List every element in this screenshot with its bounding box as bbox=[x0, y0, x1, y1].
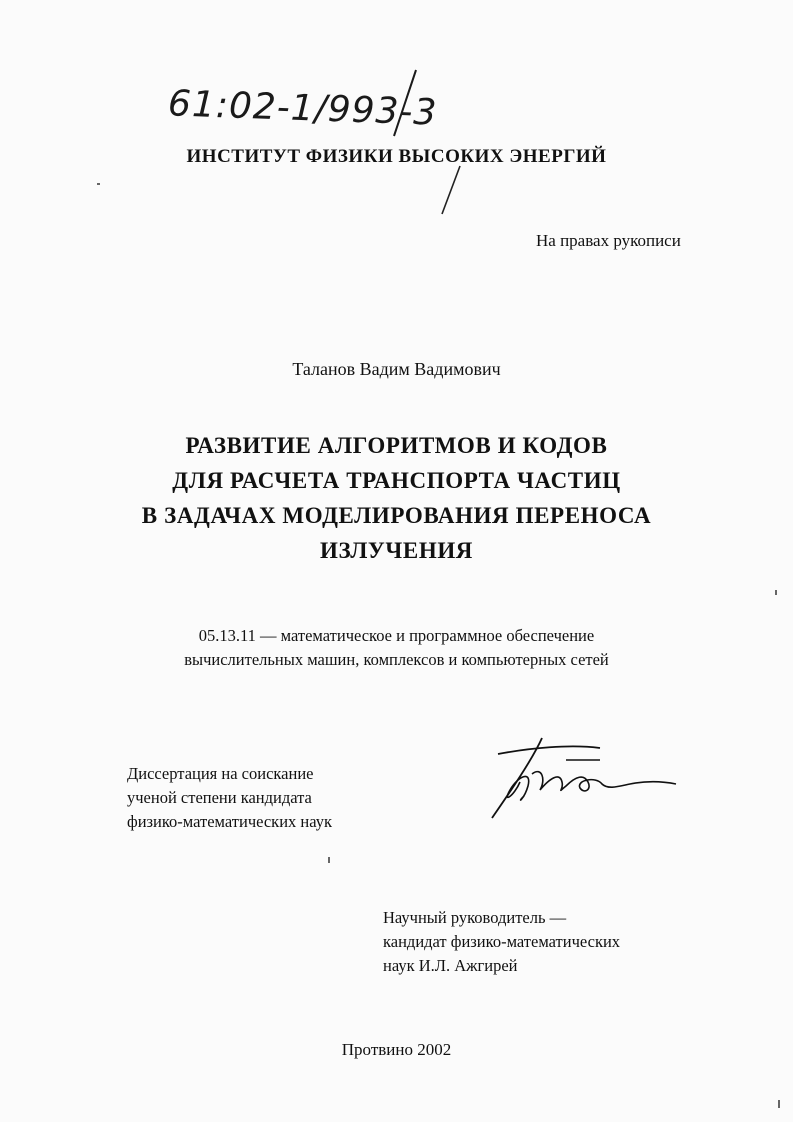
advisor-line: наук И.Л. Ажгирей bbox=[383, 956, 518, 975]
scan-speck bbox=[778, 1100, 780, 1108]
handwritten-archive-code: 61:02-1/993-3 bbox=[167, 83, 439, 134]
degree-line: физико-математических наук bbox=[127, 812, 332, 831]
title-line: ДЛЯ РАСЧЕТА ТРАНСПОРТА ЧАСТИЦ bbox=[172, 468, 621, 493]
rights-note: На правах рукописи bbox=[536, 231, 681, 250]
advisor-line: кандидат физико-математических bbox=[383, 932, 621, 951]
author-name: Таланов Вадим Вадимович bbox=[292, 359, 501, 379]
advisor-line: Научный руководитель — bbox=[383, 908, 567, 927]
title-line: ИЗЛУЧЕНИЯ bbox=[319, 538, 474, 563]
handwritten-signature bbox=[480, 730, 690, 830]
specialty-line: вычислительных машин, комплексов и компьютерных сетей bbox=[184, 650, 609, 669]
specialty-line: 05.13.11 — математическое и программное обеспечение bbox=[198, 626, 595, 645]
title-line: В ЗАДАЧАХ МОДЕЛИРОВАНИЯ ПЕРЕНОСА bbox=[141, 503, 652, 528]
scientific-advisor bbox=[383, 906, 620, 978]
degree-line: Диссертация на соискание bbox=[127, 764, 314, 783]
place-and-year: Протвино 2002 bbox=[341, 1040, 452, 1059]
dissertation-title bbox=[0, 428, 793, 568]
degree-statement bbox=[127, 762, 332, 834]
scan-speck bbox=[328, 857, 330, 863]
title-line: РАЗВИТИЕ АЛГОРИТМОВ И КОДОВ bbox=[185, 433, 608, 458]
degree-line: ученой степени кандидата bbox=[127, 788, 312, 807]
pen-stroke-marks bbox=[380, 66, 470, 216]
scan-speck bbox=[775, 590, 777, 595]
specialty-code bbox=[0, 624, 793, 672]
scan-speck bbox=[97, 183, 100, 185]
institute-heading: ИНСТИТУТ ФИЗИКИ ВЫСОКИХ ЭНЕРГИЙ bbox=[186, 146, 607, 167]
